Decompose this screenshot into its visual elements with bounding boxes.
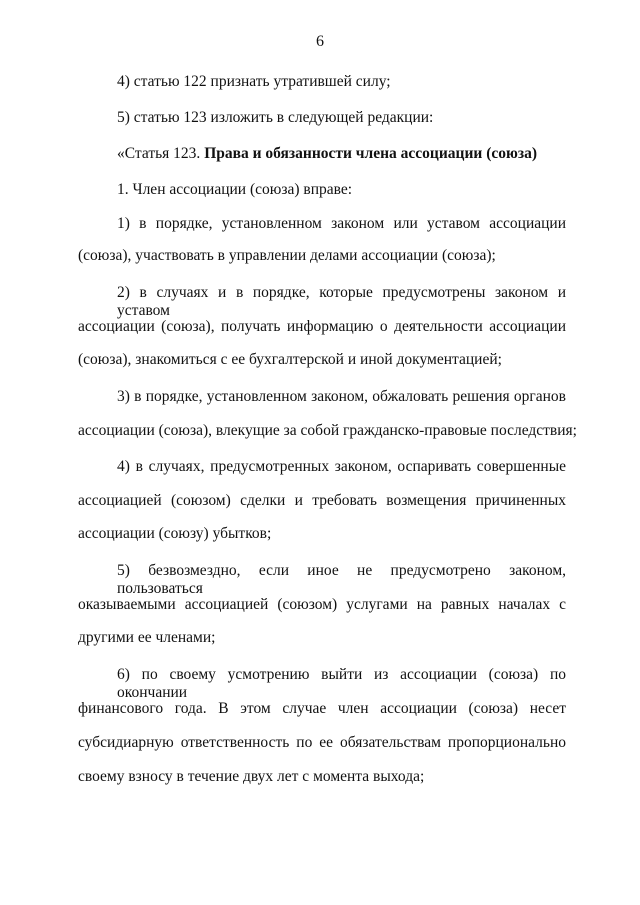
article-heading-title: Права и обязанности члена ассоциации (союза)	[204, 145, 537, 162]
paragraph-line: (союза), знакомиться с ее бухгалтерской и иной документацией;	[78, 351, 502, 368]
paragraph-line: 4) в случаях, предусмотренных законом, оспаривать совершенные	[117, 458, 566, 475]
item-5-amend: 5) статью 123 изложить в следующей редакции:	[117, 109, 434, 126]
paragraph-line: оказываемыми ассоциацией (союзом) услугами на равных началах с	[78, 596, 566, 613]
item-4-repeal: 4) статью 122 признать утратившей силу;	[117, 73, 391, 90]
paragraph-line: 5) безвозмездно, если иное не предусмотрено законом, пользоваться	[117, 562, 566, 597]
paragraph-line: ассоциацией (союзом) сделки и требовать возмещения причиненных	[78, 492, 566, 509]
paragraph-line: 3) в порядке, установленном законом, обжаловать решения органов	[117, 388, 566, 405]
paragraph-line: субсидиарную ответственность по ее обязательствам пропорционально	[78, 734, 566, 751]
paragraph-line: ассоциации (союзу) убытков;	[78, 525, 272, 542]
paragraph-line: (союза), участвовать в управлении делами ассоциации (союза);	[78, 247, 496, 264]
paragraph-line: 6) по своему усмотрению выйти из ассоциации (союза) по окончании	[117, 666, 566, 701]
paragraph-line: своему взносу в течение двух лет с момента выхода;	[78, 768, 425, 785]
paragraph-line: финансового года. В этом случае член ассоциации (союза) несет	[78, 700, 566, 717]
clause-1-intro: 1. Член ассоциации (союза) вправе:	[117, 181, 353, 198]
article-heading-prefix: «Статья 123.	[117, 145, 205, 162]
paragraph-line: ассоциации (союза), получать информацию о деятельности ассоциации	[78, 318, 566, 335]
article-heading	[117, 145, 566, 163]
paragraph-line: 2) в случаях и в порядке, которые предусмотрены законом и уставом	[117, 284, 566, 319]
paragraph-line: 1) в порядке, установленном законом или уставом ассоциации	[117, 215, 566, 232]
paragraph-line: ассоциации (союза), влекущие за собой гражданско-правовые последствия;	[78, 422, 577, 439]
page-number: 6	[316, 33, 324, 50]
paragraph-line: другими ее членами;	[78, 629, 216, 646]
